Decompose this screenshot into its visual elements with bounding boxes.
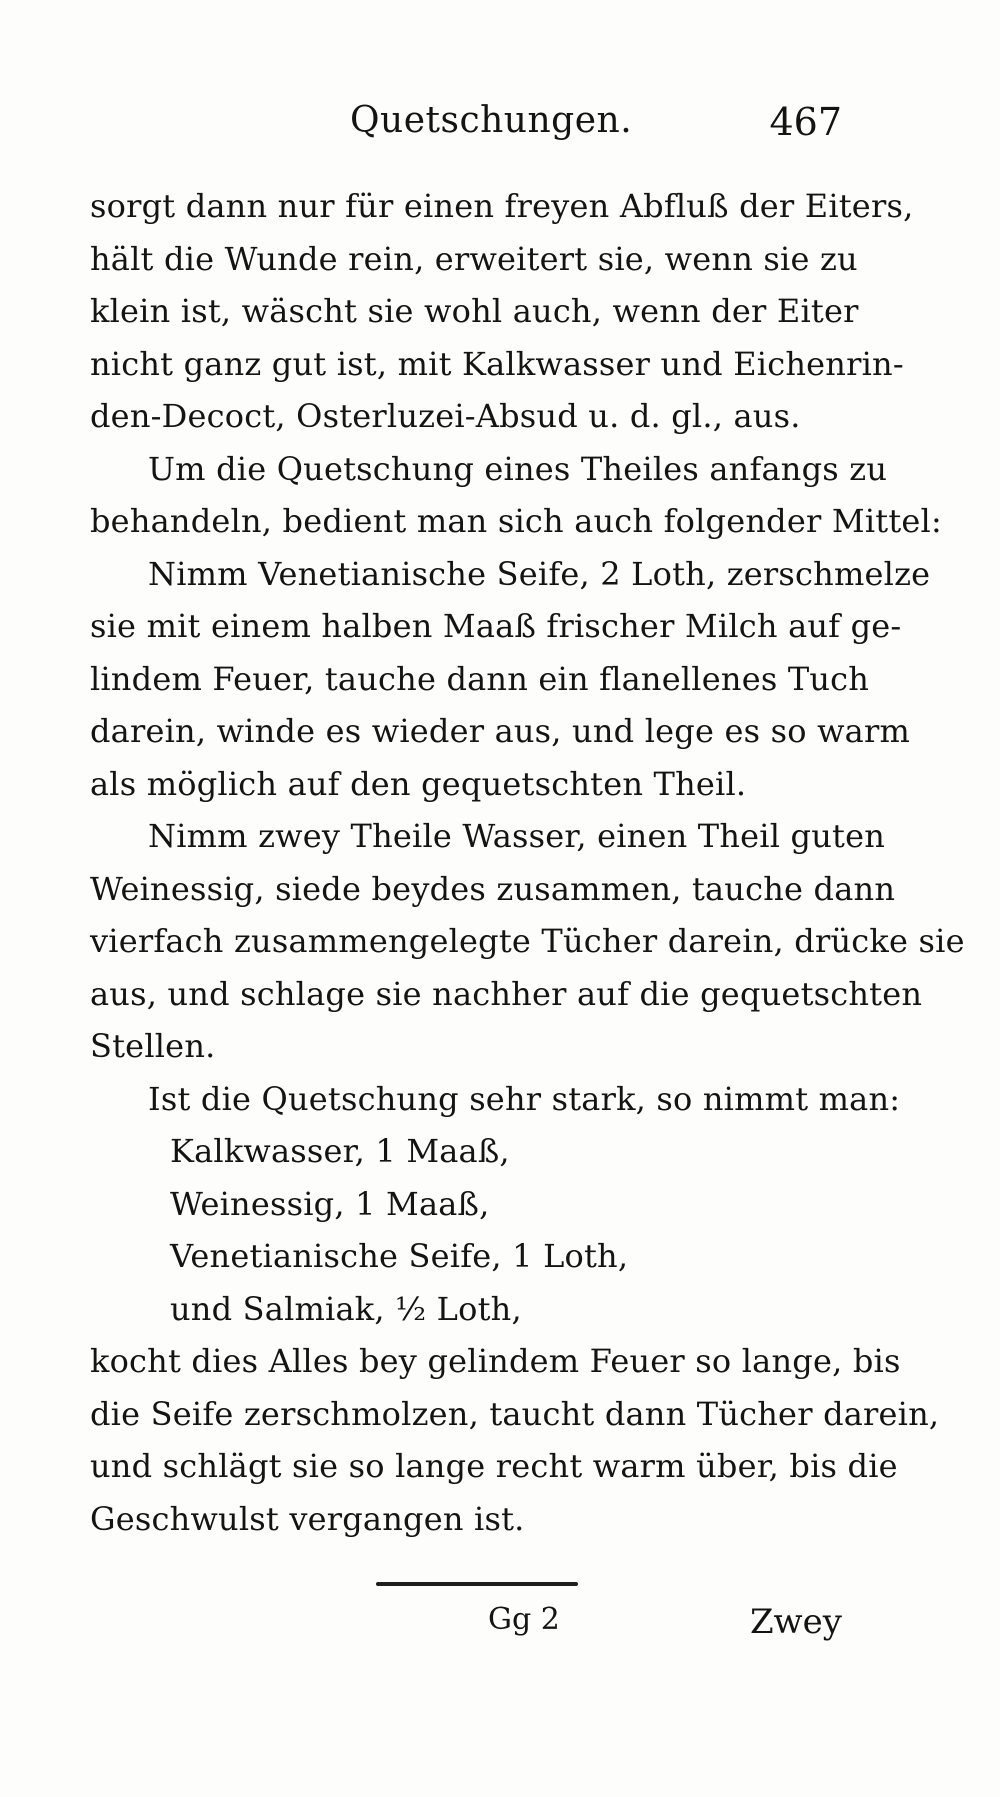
text-line: Ist die Quetschung sehr stark, so nimmt man: <box>148 1079 901 1118</box>
text-line: behandeln, bedient man sich auch folgender Mittel: <box>90 502 942 540</box>
page-footer <box>90 1602 842 1658</box>
recipe-item: Kalkwasser, 1 Maaß, <box>170 1132 510 1170</box>
text-line: Um die Quetschung eines Theiles anfangs zu <box>148 449 888 488</box>
text-line: Nimm Venetianische Seife, 2 Loth, zerschmelze <box>148 554 931 593</box>
text-line: vierfach zusammengelegte Tücher darein, drücke sie <box>90 922 965 960</box>
text-line: nicht ganz gut ist, mit Kalkwasser und Eichenrin- <box>90 344 904 383</box>
catchword: Zwey <box>749 1602 842 1642</box>
text-line: Weinessig, siede beydes zusammen, tauche dann <box>90 869 896 908</box>
page-header <box>90 100 842 160</box>
text-line: klein ist, wäscht sie wohl auch, wenn der Eiter <box>90 292 859 330</box>
running-head: Quetschungen. <box>350 100 633 141</box>
text-line: sie mit einem halben Maaß frischer Milch auf ge- <box>90 607 902 645</box>
recipe-item: und Salmiak, ½ Loth, <box>170 1289 522 1328</box>
signature-mark: Gg 2 <box>488 1602 560 1637</box>
text-line: sorgt dann nur für einen freyen Abfluß der Eiters, <box>90 187 914 225</box>
text-line: Geschwulst vergangen ist. <box>90 1499 525 1538</box>
recipe-item: Venetianische Seife, 1 Loth, <box>170 1237 629 1275</box>
footer-rule <box>376 1582 578 1586</box>
text-line: kocht dies Alles bey gelindem Feuer so lange, bis <box>90 1342 901 1380</box>
text-line: und schlägt sie so lange recht warm über, bis die <box>90 1447 898 1485</box>
text-line: aus, und schlage sie nachher auf die gequetschten <box>90 974 923 1013</box>
text-line: Nimm zwey Theile Wasser, einen Theil guten <box>148 817 886 855</box>
body-text <box>90 180 965 1545</box>
text-line: den-Decoct, Osterluzei-Absud u. d. gl., aus. <box>90 397 801 435</box>
text-line: die Seife zerschmolzen, taucht dann Tücher darein, <box>90 1394 940 1433</box>
page-number: 467 <box>769 100 842 144</box>
text-line: lindem Feuer, tauche dann ein flanellenes Tuch <box>90 659 870 698</box>
text-line: als möglich auf den gequetschten Theil. <box>90 764 747 803</box>
text-line: darein, winde es wieder aus, und lege es so warm <box>90 712 910 750</box>
recipe-item: Weinessig, 1 Maaß, <box>170 1184 490 1223</box>
text-line: Stellen. <box>90 1027 216 1065</box>
text-line: hält die Wunde rein, erweitert sie, wenn sie zu <box>90 239 858 278</box>
